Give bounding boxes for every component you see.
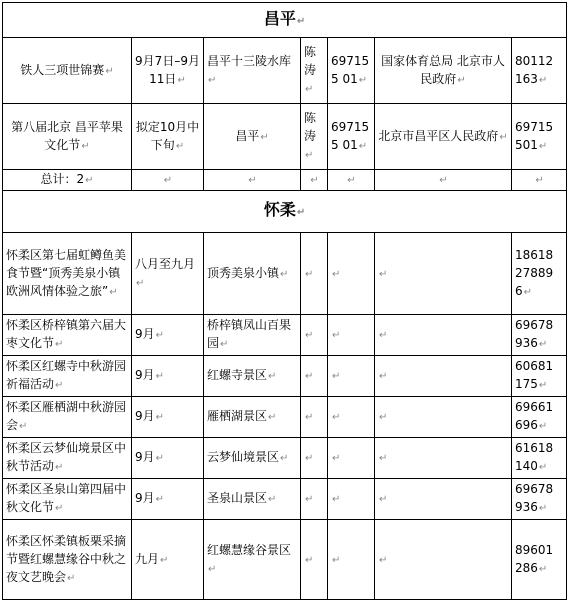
event-phone: 18618 27889 6↵	[512, 233, 567, 315]
event-name: 怀柔区云梦仙境景区中秋节活动↵	[3, 438, 132, 479]
changping-table	[2, 2, 567, 191]
event-name: 怀柔区雁栖湖中秋游园会↵	[3, 397, 132, 438]
event-time: 九月↵	[132, 520, 204, 600]
table-row-total: 总计：2↵ ↵ ↵ ↵ ↵ ↵ ↵	[3, 170, 567, 191]
table-row: 怀柔区云梦仙境景区中秋节活动↵ 9月↵ 云梦仙境景区↵ ↵ ↵ ↵ 61618 140↵	[3, 438, 567, 479]
event-name: 怀柔区桥梓镇第六届大枣文化节↵	[3, 315, 132, 356]
table-row	[3, 38, 567, 104]
event-place: 红螺寺景区↵	[204, 356, 301, 397]
event-name: 怀柔区第七届虹鳟鱼美食节暨“顶秀美泉小镇欧洲风情体验之旅”↵	[3, 233, 132, 315]
event-place: 云梦仙境景区↵	[204, 438, 301, 479]
event-time: 9月↵	[132, 315, 204, 356]
event-time: 9月↵	[132, 397, 204, 438]
event-time: 9月7日–9月11日↵	[132, 38, 204, 104]
total-count: 总计：2↵	[3, 170, 132, 191]
event-phone: 80112 163↵	[512, 38, 567, 104]
event-phone: 69678 936↵	[512, 315, 567, 356]
table-row: 怀柔区红螺寺中秋游园祈福活动↵ 9月↵ 红螺寺景区↵ ↵ ↵ ↵ 60681 175↵	[3, 356, 567, 397]
event-contact: 陈涛↵	[301, 104, 328, 170]
table-row	[3, 104, 567, 170]
event-name: 怀柔区圣泉山第四届中秋文化节↵	[3, 479, 132, 520]
event-name: 怀柔区红螺寺中秋游园祈福活动↵	[3, 356, 132, 397]
event-time: 拟定10月中下旬↵	[132, 104, 204, 170]
table-row: 怀柔区怀柔镇板栗采摘节暨红螺慧缘谷中秋之夜文艺晚会↵ 九月↵ 红螺慧缘谷景区↵ ↵ ↵ ↵ 89601 286↵	[3, 520, 567, 600]
event-place: 圣泉山景区↵	[204, 479, 301, 520]
event-time: 八月至九月↵	[132, 233, 204, 315]
event-name: 铁人三项世锦赛↵	[3, 38, 132, 104]
table-row: 怀柔区桥梓镇第六届大枣文化节↵ 9月↵ 桥梓镇凤山百果园↵ ↵ ↵ ↵ 69678 936↵	[3, 315, 567, 356]
event-place: 红螺慧缘谷景区↵	[204, 520, 301, 600]
event-contact-phone: 697155 01↵	[328, 38, 375, 104]
event-phone: 69678 936↵	[512, 479, 567, 520]
event-place: 雁栖湖景区↵	[204, 397, 301, 438]
event-phone: 69715 501↵	[512, 104, 567, 170]
event-contact-phone: 697155 01↵	[328, 104, 375, 170]
huairou-table	[2, 190, 567, 600]
event-time: 9月↵	[132, 438, 204, 479]
event-name: 怀柔区怀柔镇板栗采摘节暨红螺慧缘谷中秋之夜文艺晚会↵	[3, 520, 132, 600]
table-row: 怀柔区第七届虹鳟鱼美食节暨“顶秀美泉小镇欧洲风情体验之旅”↵ 八月至九月↵ 顶秀美泉小镇↵ ↵ ↵ ↵ 18618 27889 6↵	[3, 233, 567, 315]
event-time: 9月↵	[132, 479, 204, 520]
event-place: 桥梓镇凤山百果园↵	[204, 315, 301, 356]
event-organizer: 北京市昌平区人民政府↵	[375, 104, 512, 170]
event-phone: 69661 696↵	[512, 397, 567, 438]
event-contact: 陈涛↵	[301, 38, 328, 104]
event-place: 顶秀美泉小镇↵	[204, 233, 301, 315]
event-organizer: 国家体育总局 北京市人民政府↵	[375, 38, 512, 104]
event-place: 昌平↵	[204, 104, 301, 170]
event-place: 昌平十三陵水库↵	[204, 38, 301, 104]
event-phone: 89601 286↵	[512, 520, 567, 600]
event-phone: 61618 140↵	[512, 438, 567, 479]
event-name: 第八届北京 昌平苹果文化节↵	[3, 104, 132, 170]
section-title-huairou: 怀柔↵	[3, 191, 567, 233]
section-title-changping: 昌平↵	[3, 3, 567, 38]
table-row: 怀柔区雁栖湖中秋游园会↵ 9月↵ 雁栖湖景区↵ ↵ ↵ ↵ 69661 696↵	[3, 397, 567, 438]
event-time: 9月↵	[132, 356, 204, 397]
event-phone: 60681 175↵	[512, 356, 567, 397]
table-row: 怀柔区圣泉山第四届中秋文化节↵ 9月↵ 圣泉山景区↵ ↵ ↵ ↵ 69678 936↵	[3, 479, 567, 520]
